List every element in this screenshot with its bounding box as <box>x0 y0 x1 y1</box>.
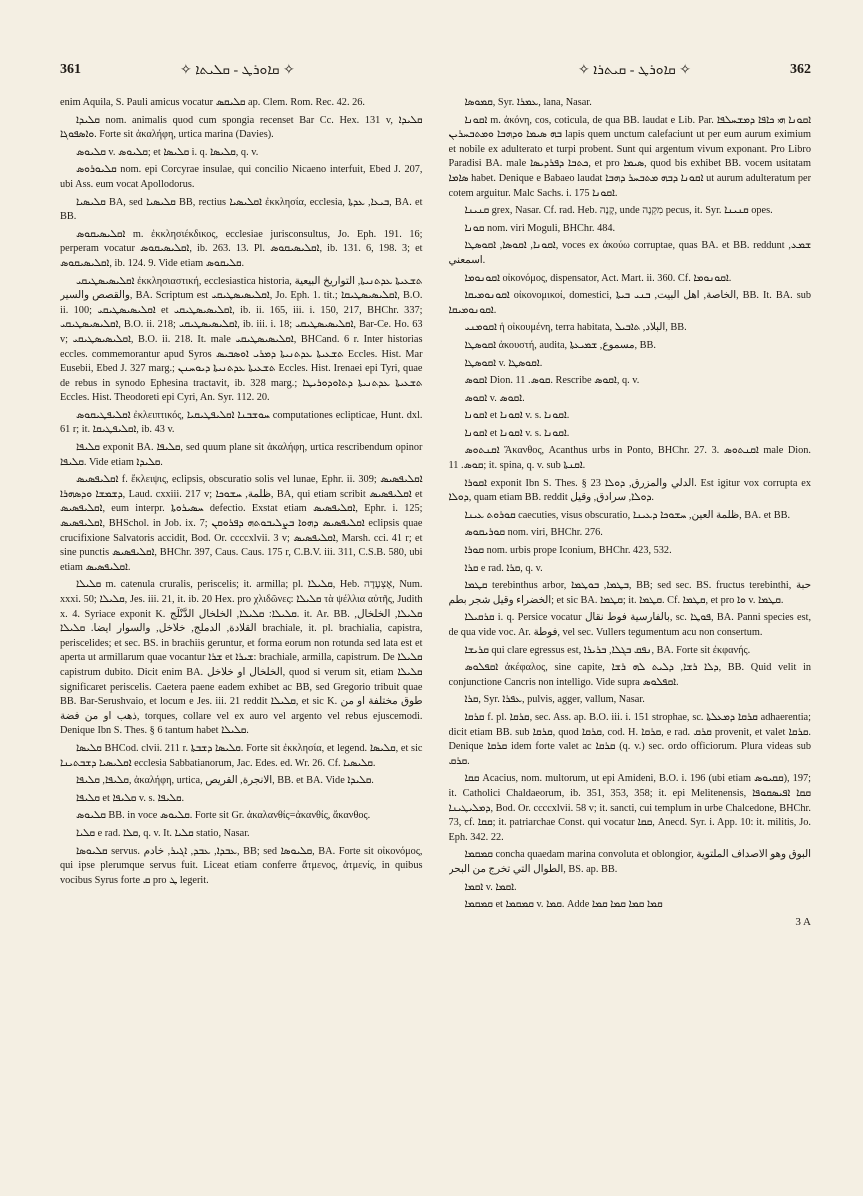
entry: ܐܩܘܢܐ et ܐܩܘܢܐ v. s. ܐܩܘܢܐ. <box>464 427 570 439</box>
entry: ܐܩܘܪܐ exponit Ibn S. Thes. § 23 الدلي والمزرق, ܕܘܠܐ. Est igitur vox corrupta ex ܕܘܠܐ, quam etiam BB. reddit ܕܘܠܐ, سرادق, وقيل. <box>448 477 811 504</box>
entry: ܐܩܠܝܣܝܩܘܣ m. ἐκκλησιέκδικος, ecclesiae jurisconsultus, Jo. Eph. 191. 16; perperam vocatur ܐܩܠܝܣܝܩܘܣ, ib. 263. 13. Pl. ܐܩܠܝܣܝܩܘܣ, ib. 131. 6, 198. 3; et ܐܩܠܝܣܝܩܘܣ, ib. 124. 9. Vide etiam ܩܠܝܩܘܣ. <box>60 228 423 269</box>
entry: ܩܡܩܡܐ et ܩܡܩܡܐ v. ܩܡܐ. Adde ܩܡܐ ܩܡܐ ܩܡܐ ܩܡܐ <box>464 899 663 911</box>
running-title-left: ✧ ܩܐܘܪܛ - ܩܠܝܬܐ ✧ <box>180 63 295 78</box>
entry: ܩܠܝܘܣ v. ܩܠܝܘܣ; et ܩܠܝܣܐ i. q. ܩܠܝܣܐ, q. v. <box>76 146 259 158</box>
entry: ܩܡܩܡܐ concha quaedam marina convoluta et oblongior, البوق وهو الاصداف الملتوية الطوال التي تخرج من البحر, BS. ap. BB. <box>448 849 811 875</box>
entry: ܩܘܢܐ nom. viri Moguli, BHChr. 484. <box>464 222 616 234</box>
page-number-left: 361 <box>60 62 81 77</box>
entry: ܩܠܝܦܐ, ܩܠܝܦܐ, ἀκαλήφη, urtica, الانجرة, القريص, BB. et BA. Vide ܩܠܝܕܐ. <box>76 775 374 787</box>
entry: enim Aquila, S. Pauli amicus vocatur ܩܠܝܩܣ ap. Clem. Rom. Rec. 42. 26. <box>60 97 365 108</box>
entry: ܩܠܝܦܐ exponit BA. ܩܠܝܦܐ, sed quum plane sit ἀκαλήφη, urtica rescribendum opinor ܩܠܝܦܐ. Vide etiam ܩܠܝܕܐ. <box>60 442 423 468</box>
entry: ܩܠܝܘܪܘܣ nom. epi Corcyrae insulae, qui concilio Nicaeno interfuit, Ebed J. 207, ubi Ass. eum vocat Apollodorus. <box>60 164 423 190</box>
entry: ܐܩܦܠܘܣ ἀκέφαλος, sine capite, ܕܠܐ ܪܫܐ, ܕܠܝܬ ܠܗ ܪܫܐ, BB. Quid velit in conjunctione Cancris non intelligo. Vide supra ܐܩܦܠܘܣ. <box>448 662 811 688</box>
entry: ܩܘܪܘܬ ܥܝܢܐ caecuties, visus obscuratio, ظلمة العين, ܚܫܘܟܐ ܕܥܝܢܐ, BA. et BB. <box>464 509 791 521</box>
entry: ܐܩܢܬܘܣ Ἄκανθος, Acanthus urbs in Ponto, BHChr. 27. 3. ܐܩܢܬܘܣ male Dion. ܩܘܣ. 11; it. spina, q. v. sub ܐܩܢܬܐ. <box>448 445 811 472</box>
entry: ܩܠܝܣܐ BHCod. clvii. 211 r. ܩܠܝܣܐ ܕܫܒܬܐ. Forte sit ἐκκλησία, et legend. ܩܠܝܣܐ, et sic ܐܩܠܝܣܝܐ ܕܫܒܬܝܢܐ ecclesia Sabbatianorum, Jac. Edes. ed. Wr. 26. Cf. ܩܠܝܣܝܐ. <box>60 742 423 769</box>
entry: ܐܩܘܢܘܡܝܩܐ οἰκονομικοί, domestici, الخاصة, اهل البيت, ܒܢܝ ܒܝܬܐ, BB. It. BA. sub ܐܩܘܢܘܡܝܩܐ. <box>448 290 811 316</box>
entry: ܐܩܘܣܛܐ v. ܐܩܘܣܛܐ. <box>464 357 543 369</box>
entry: ܩܪܝܫܐ qui clare egressus est, ܢܦܩ ܒܓܠܐ, ܒܪܝܪܐ, BA. Forte sit ἐκφανής. <box>464 644 751 656</box>
entry: ܩܠܝܘܣ BB. in voce ܩܠܝܘܣ. Forte sit Gr. ἀκαλανθίς=ἀκανθίς, ἄκανθος. <box>76 810 371 822</box>
entry: ܐܩܘܣܛܐ ἀκουστή, audita, مسموع, ܫܡܝܥܬܐ, BB. <box>464 339 656 351</box>
page-number-right: 362 <box>790 62 811 77</box>
entry: ܩܠܝܠܐ m. catenula cruralis, periscelis; it. armilla; pl. ܩܠܝܠܐ, Heb. אֶצְעָדָה, Num. xxxi. 50; ܩܠܝܠܐ, Jes. iii. 21, it. ib. 20 Hex. pro χλιδῶνες: ܩܠܝܠܐ τὰ ψέλλια αὐτῆς, Judith x. 4. Syriace exponit K. ܩܠܝܠܐ: ܩܠܝܠܐ, الخلخال الدَّنْلَج. it. Ar. BB. ܩܠܝܠܐ, الخلخال, القلادة, الدملج, خلاخل, والسوار ايضا. ܩܠܝܠܐ brachiale, it. pl. brachialia, capistra, periscelides; et sec. BS. in brachiis geruntur, et forma eorum non rotunda sed lata est et aperta ut armillarum quae vocantur ܫܪܐ et ܫܝܪܐ: brachiale, armilla, capistrum. De ܩܠܝܠܐ capistrum dubito. Dicit enim BA. الخلخال او خلاخل, quod si verum sit, etiam ܩܠܝܠܐ significaret periscelis. Caetera paene eadem exhibet ac BB, sed Gregorio tribuit quae BB. Bar-Serushvaio, et locum e Jes. iii. 21 reddit ܩܠܝܠܐ, et sic K. طوق مختلفة او من ذهب او من فضة, torques, collare vel ex auro vel argento vel rebus ejuscemodi. Denique Ibn S. Thes. § 6 tantum habet ܩܠܝܠܐ. <box>60 579 423 737</box>
entry: ܩܪܩܐ f. pl. ܩܪܩܐ, sec. Ass. ap. B.O. iii. i. 151 strophae, sc. ܩܪܩܐ ܕܡܥܠܬܐ adhaerentia; dicit etiam BB. sub ܩܪܩܐ, quod ܩܪܩܐ, cod. H. ܩܪܩܐ, e rad. ܩܪܩ provenit, et valet ܩܪܩܐ. Denique ܩܪܩܐ idem forte valet ac ܩܪܩܐ (q. v.) sec. ordo officiorum. Plura videas sub ܩܪܩ. <box>448 711 811 767</box>
signature-mark: 3 A <box>795 915 811 928</box>
entry: ܩܘܪܐ nom. urbis prope Iconium, BHChr. 423, 532. <box>464 545 672 557</box>
running-head <box>60 62 811 82</box>
entry: ܩܪܐ, Syr. ܥܦܪܐ, pulvis, agger, vallum, Nasar. <box>464 694 645 706</box>
entry: ܐܩܘܣ Dion. ܩܘܣ. 11. Rescribe ܐܩܘܣ, q. v. <box>464 375 640 387</box>
entry: ܩܘܪܝܩܘܣ nom. viri, BHChr. 276. <box>464 527 603 539</box>
entry: ܐܩܠܝܦܣܝܣ f. ἔκλειψις, eclipsis, obscuratio solis vel lunae, Ephr. ii. 309; ܐܩܠܝܦܣܝܣ ܕܫܡܫܐ ܘܕܣܗܪܐ, Laud. cxxiii. 217 v; ظلمة, ܚܫܘܟܐ, BA, qui etiam scribit ܐܩܠܝܦܣܝܣ et ܐܩܠܝܦܣܝܣ, eum interpr. ܚܣܝܪܘܬܐ defectio. Exstat etiam ܐܩܠܝܦܣܝܣ, Ephr. i. 125; ܐܩܠܝܦܣܝܣ, BHSchol. in Job. ix. 7; ܐܩܠܝܦܣܝܣ ܕܗܘܐ ܒܨܠܝܒܘܬܗ ܕܦܪܘܩܢ eclipsis quae crucifixione Salvatoris accidit, Bod. Or. ccccxlvii. 3 v; ܐܩܠܝܦܣܝܣ, Marsh. cci. 41 r; et sine punctis ܐܩܠܝܦܣܝܣ, BHChr. 397, Caus. Caus. 175 r, C.B.V. iii. 311, C.S.B. 580, ubi etiam ܐܩܠܝܦܣܝܣ. <box>60 474 423 573</box>
entry: ܩܠܝܕܐ nom. animalis quod cum spongia recenset Bar Cc. Hex. 131 v, ܩܠܝܕܐ ܘܐܣܦܘܓܐ. Forte sit ἀκαλήφη, urtica marina (Davies). <box>60 114 423 141</box>
entry: ܐܩܘܢܐ, ܐܩܘܣܐ, ܐܩܘܣܛܐ, voces ex ἀκούω corruptae, quas BA. et BB. reddunt ܫܡܥ, اسمعني. <box>448 240 811 266</box>
entry: ܩܡܘܣܐ, Syr. ܥܡܪܐ, lana, Nasar. <box>464 97 592 108</box>
entry: ܩܪܐ e rad. ܩܪܐ, q. v. <box>464 562 543 574</box>
entry: ܩܢܝܢܐ grex, Nasar. Cf. rad. Heb. קָנָה, unde מִקְנֶה pecus, it. Syr. ܩܢܝܢܐ opes. <box>464 205 773 217</box>
entry: ܩܠܝܐ e rad. ܩܠܐ, q. v. It. ܩܠܝܐ statio, Nasar. <box>76 827 250 839</box>
right-column <box>449 96 812 1156</box>
left-column <box>60 96 423 1156</box>
entry: ܩܠܝܦܐ et ܩܠܝܦܐ v. s. ܩܠܝܦܐ. <box>76 792 185 804</box>
columns <box>60 96 811 1156</box>
entry: ܩܛܡܐ terebinthus arbor, ܒܛܡܐ, ܒܘܛܡܐ, BB; sed sec. BS. fructus terebinthi, حبة الخضراء وقيل شجر بطم; et sic BA. ܩܛܡܐ; it. ܩܛܡܐ. Cf. ܩܛܡܐ, et pro ܘܐ v. ܩܛܡܐ. <box>448 580 811 606</box>
entry: ܐܩܘܢܐ m. ἀκόνη, cos, coticula, de qua BB. laudat e Lib. Par. ܐܩܘܢܐ ܗܝ ܟܐܦܐ ܕܡܫܚܠܦܐ ܒܗ ܣܝܡܐ ܘܕܗܒܐ ܘܡܬܒܚܪܝܢ lapis quem unctum calefaciunt ut per eum aurum eximium et nobile ex adulterato et turpi probent. Sunt qui argentum vivum exponant. Pro Libro Paradisi BA. male ܟܬܒܐ ܕܦܪܕܝܣܐ, et pro ܣܝܡܐ, quod bis exhibet BB. vocem usitatam ܣܐܡܐ habet. Denique e Babaeo laudat ܐܩܘܢܐ ܕܒܗ ܡܬܒܚܪ ܕܗܒܐ ut aurum adulteratum per cotem arguitur. Malc Sachs. i. 175 ܐܩܘܢܐ. <box>448 114 811 199</box>
entry: ܐܩܘܣ v. ܐܩܘܣ. <box>464 392 525 404</box>
entry: ܐܩܡܐ v. ܐܩܡܐ. <box>464 881 517 893</box>
entry: ܐܩܘܢܐ et ܐܩܘܢܐ v. s. ܐܩܘܢܐ. <box>464 410 570 422</box>
entry: ܩܪܩܝܠܐ i. q. Persice vocatur بالفارسية فوط نقال, sc. ܦܘܛܐ, BA. Panni species est, de qua vide voc. Ar. فوطة, vel sec. Vullers tegumentum acu non consertum. <box>448 612 811 638</box>
entry: ܐܩܠܝܦܛܝܩܘܣ ἐκλειπτικός, ܚܘܫܒܢܐ ܐܩܠܝܦܛܝܩܝܐ computationes eclipticae, Hunt. dxl. 61 r; it. ܐܩܠܝܦܛܝܩܐ, ib. 43 v. <box>60 409 423 436</box>
entry: ܩܠܝܣܝܐ BA, sed ܩܠܝܣܝܐ BB, rectius ܐܩܠܝܣܝܐ ἐκκλησία, ecclesia, ܒܝܥܐ, ܥܕܬܐ, BA. et BB. <box>60 196 423 223</box>
entry: ܐܩܘܡܢܝ ἡ οἰκουμένη, terra habitata, البلاد, ܬܐܒܝܠ, BB. <box>464 322 687 334</box>
entry: ܩܠܝܘܣܐ servus. ܥܒܕܐ, ܥܒܕ, ܐܓܝܪ, خادم, BB; sed ܩܠܝܘܣܐ, BA. Forte sit οἰκονόμος, qui ipse plerumque servus fuit. Liceat etiam conferre ἄτμενος, ἀτμενίς, in quibus vocibus Syrus forte ܩ pro ܛ legerit. <box>60 845 423 886</box>
entry: ܐܩܘܢܘܡܐ οἰκονόμος, dispensator, Act. Mart. ii. 360. Cf. ܐܩܘܢܘܡܐ. <box>464 272 732 284</box>
running-title-right: ✧ ܩܐܘܪܛ - ܩܝܬܪܐ ✧ <box>577 63 691 78</box>
entry: ܩܩܐ Acacius, nom. multorum, ut epi Amideni, B.O. i. 196 (ubi etiam ܩܩܝܘܣ), 197; it. Catholici Chaldaeorum, ib. 351, 353, 358; it. epi Melitenensis, ܩܩܐ ܐܦܝܣܩܘܦܐ ܕܡܠܝܛܝܢܐ, Bod. Or. ccccxlvii. 58 v; it. sancti, cui templum in urbe Chalcedone, BHChr. 73, cf. ܩܩܐ; it. patriarchae Const. qui vocatur ܩܩܐ, Anecd. Syr. i. App. 10: it. militis, Jo. Eph. 342. 22. <box>448 773 811 843</box>
entry: ܐܩܠܝܣܝܣܛܝܩܝ ἐκκλησιαστική, ecclesiastica historia, ܬܫܥܝܬܐ ܥܕܬܢܝܬܐ, التواريخ البيعية والقصص والسير, BA. Scriptum est ܐܩܠܝܣܝܣܛܝܩܝ, Jo. Eph. 1. tit.; ܐܩܠܝܣܝܣܛܝܩܐ, B.O. ii. 100; ܐܩܠܝܣܝܣܛܝܩܝ et ܐܩܠܝܣܝܣܛܝܩܝ, ib. ii. 165, iii. i. 150, 217, BHChr. 337; ܐܩܠܝܣܝܣܛܝܩܝ, B.O. ii. 218; ܐܩܠܝܣܝܣܛܝܩܝ, ib. iii. i. 18; ܐܩܠܝܣܝܣܛܝܩܝ, Bar-Ce. Ho. 63 v; ܐܩܠܝܣܝܣܛܝܩܝ, B.O. ii. 218. It. male ܐܩܠܝܣܝܣܛܝܩܝ, BHCand. 6 r. Inter historias eccles. commemorantur apud Syros ܬܫܥܝܬܐ ܥܕܬܢܝܬܐ ܕܡܪܝ ܐܘܣܒܝܣ Eccles. Hist. Mar Eusebii, Ebed J. 327 marg.; ܬܫܥܝܬܐ ܥܕܬܢܝܬܐ ܕܝܘܚܢܢ Eccles. Hist. Irenaei epi Tyri, quae de rebus in synodo Ephesina tractavit, ib. 328 marg.; ܬܫܥܝܬܐ ܥܕܬܢܝܬܐ ܕܬܐܘܕܘܪܝܛܐ Eccles. Hist. Theodoreti epi Cyri, An. Syr. 112. 20. <box>60 275 423 404</box>
